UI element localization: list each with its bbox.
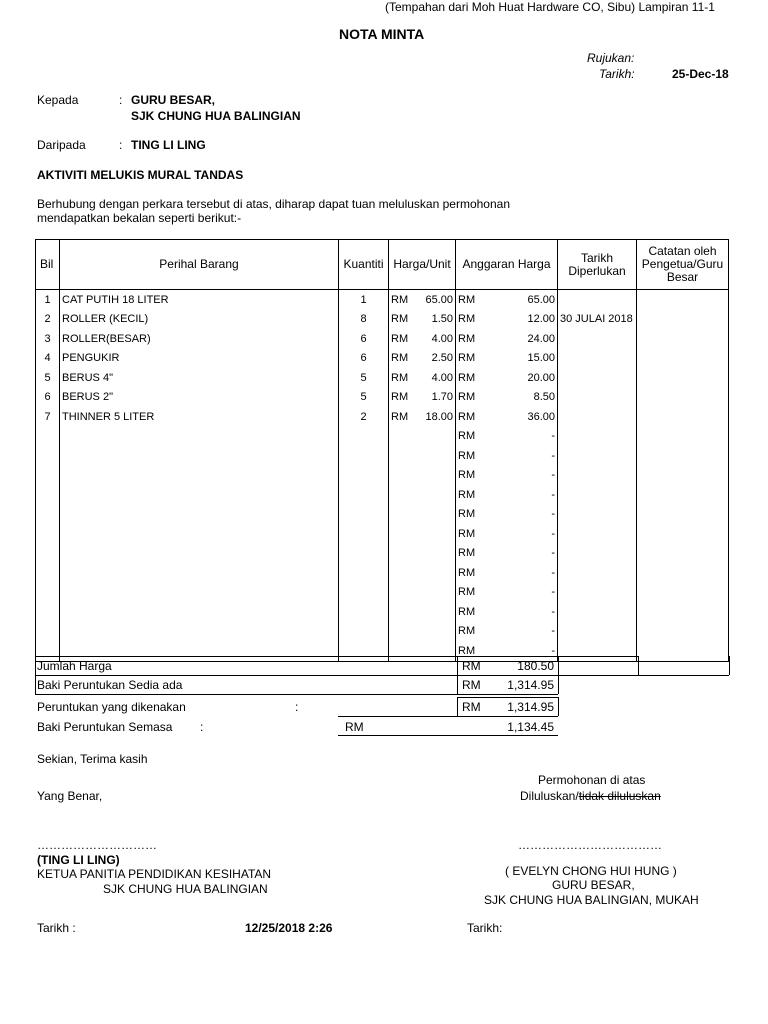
cell-item: BERUS 4" <box>60 368 339 388</box>
cell-catatan <box>637 407 729 427</box>
table-row <box>36 544 729 564</box>
table-row <box>36 583 729 603</box>
cell-catatan <box>637 329 729 349</box>
cell-date-needed <box>558 563 637 583</box>
cell-catatan <box>637 368 729 388</box>
currency-label: RM <box>458 586 476 599</box>
currency-label: RM <box>458 469 476 482</box>
daripada-label: Daripada <box>37 138 86 152</box>
currency-label: RM <box>391 391 409 404</box>
daripada-colon: : <box>119 138 123 152</box>
currency-label: RM <box>458 566 476 579</box>
cell-unit-price <box>389 622 456 642</box>
currency-label: RM <box>391 332 409 345</box>
cell-total <box>456 583 558 603</box>
cell-catatan <box>637 641 729 661</box>
left-signatory-title2: SJK CHUNG HUA BALINGIAN <box>103 882 268 896</box>
table-row <box>36 427 729 447</box>
cell-unit-price <box>389 310 456 330</box>
dash-value: - <box>551 605 555 618</box>
currency-label: RM <box>458 527 476 540</box>
cell-bil: 7 <box>36 407 60 427</box>
cell-date-needed <box>558 329 637 349</box>
baki-sedia-value: 1,314.95 <box>507 678 554 692</box>
cell-total <box>456 310 558 330</box>
rujukan-label: Rujukan: <box>587 51 635 65</box>
cell-unit-price <box>389 388 456 408</box>
items-body <box>36 290 729 662</box>
cell-unit-price <box>389 641 456 661</box>
table-row <box>36 407 729 427</box>
cell-item <box>60 544 339 564</box>
signature-dots-right: ……………………………… <box>518 838 662 852</box>
cell-qty: 2 <box>339 407 389 427</box>
cell-date-needed <box>558 583 637 603</box>
cell-bil <box>36 505 60 525</box>
cell-total <box>456 622 558 642</box>
cell-item <box>60 641 339 661</box>
dash-value: - <box>551 469 555 482</box>
summary-vline-tarikh <box>638 656 639 675</box>
signature-dots-left: ………………………… <box>37 838 157 852</box>
currency-label: RM <box>458 332 476 345</box>
cell-item: ROLLER (KECIL) <box>60 310 339 330</box>
cell-unit-price <box>389 466 456 486</box>
total-value: 12.00 <box>527 313 555 326</box>
cell-unit-price <box>389 290 456 310</box>
cell-bil <box>36 485 60 505</box>
peruntukan-colon: : <box>295 700 299 714</box>
table-row <box>36 388 729 408</box>
cell-catatan <box>637 388 729 408</box>
unit-price-value: 1.70 <box>431 391 453 404</box>
header-harga-unit: Harga/Unit <box>389 240 456 290</box>
cell-catatan <box>637 583 729 603</box>
cell-unit-price <box>389 505 456 525</box>
cell-catatan <box>637 466 729 486</box>
cell-bil: 1 <box>36 290 60 310</box>
cell-bil: 4 <box>36 349 60 369</box>
cell-unit-price <box>389 446 456 466</box>
items-table <box>35 239 729 662</box>
cell-qty: 1 <box>339 290 389 310</box>
right-signatory-title1: GURU BESAR, <box>552 878 635 892</box>
cell-total <box>456 641 558 661</box>
dash-value: - <box>551 644 555 657</box>
baki-semasa-rule <box>338 735 558 736</box>
cell-qty: 6 <box>339 329 389 349</box>
table-row <box>36 329 729 349</box>
cell-item <box>60 505 339 525</box>
tarikh-right-label: Tarikh: <box>467 921 503 935</box>
cell-bil <box>36 466 60 486</box>
unit-price-value: 2.50 <box>431 352 453 365</box>
cell-bil <box>36 622 60 642</box>
total-value: 36.00 <box>527 410 555 423</box>
daripada-value: TING LI LING <box>131 138 206 152</box>
cell-qty <box>339 485 389 505</box>
cell-bil <box>36 583 60 603</box>
cell-item: THINNER 5 LITER <box>60 407 339 427</box>
cell-item: PENGUKIR <box>60 349 339 369</box>
cell-total <box>456 329 558 349</box>
header-bil: Bil <box>36 240 60 290</box>
cell-catatan <box>637 505 729 525</box>
cell-item: BERUS 2" <box>60 388 339 408</box>
cell-bil <box>36 524 60 544</box>
unit-price-value: 1.50 <box>431 313 453 326</box>
peruntukan-value: 1,314.95 <box>507 700 554 714</box>
dash-value: - <box>551 449 555 462</box>
cell-qty <box>339 583 389 603</box>
currency-label: RM <box>458 625 476 638</box>
cell-total <box>456 349 558 369</box>
left-signatory-title1: KETUA PANITIA PENDIDIKAN KESIHATAN <box>37 867 272 881</box>
peruntukan-label: Peruntukan yang dikenakan <box>37 700 186 714</box>
table-row <box>36 310 729 330</box>
cell-qty <box>339 563 389 583</box>
cell-bil <box>36 544 60 564</box>
diluluskan-text: Diluluskan/ <box>520 789 579 803</box>
cell-catatan <box>637 563 729 583</box>
currency-label: RM <box>458 391 476 404</box>
tidak-diluluskan-text: tidak diluluskan <box>578 789 661 803</box>
cell-qty: 6 <box>339 349 389 369</box>
total-value: 15.00 <box>527 352 555 365</box>
cell-total <box>456 290 558 310</box>
approval-status <box>520 789 661 803</box>
dash-value: - <box>551 566 555 579</box>
header-kuantiti: Kuantiti <box>339 240 389 290</box>
table-row <box>36 641 729 661</box>
dash-value: - <box>551 430 555 443</box>
kepada-colon: : <box>119 93 123 107</box>
cell-catatan <box>637 544 729 564</box>
cell-qty <box>339 602 389 622</box>
cell-bil: 3 <box>36 329 60 349</box>
baki-semasa-colon: : <box>200 720 204 734</box>
cell-bil <box>36 641 60 661</box>
currency-label: RM <box>458 449 476 462</box>
cell-catatan <box>637 524 729 544</box>
currency-label: RM <box>391 293 409 306</box>
jumlah-value: 180.50 <box>517 659 554 673</box>
header-anggaran: Anggaran Harga <box>456 240 558 290</box>
cell-item <box>60 622 339 642</box>
currency-label: RM <box>458 508 476 521</box>
cell-date-needed <box>558 407 637 427</box>
cell-unit-price <box>389 583 456 603</box>
cell-bil: 6 <box>36 388 60 408</box>
dash-value: - <box>551 527 555 540</box>
cell-bil <box>36 563 60 583</box>
cell-item: ROLLER(BESAR) <box>60 329 339 349</box>
dash-value: - <box>551 488 555 501</box>
table-row <box>36 466 729 486</box>
cell-total <box>456 466 558 486</box>
unit-price-value: 65.00 <box>425 293 453 306</box>
cell-date-needed <box>558 544 637 564</box>
currency-label: RM <box>458 547 476 560</box>
cell-item: CAT PUTIH 18 LITER <box>60 290 339 310</box>
cell-total <box>456 446 558 466</box>
peruntukan-rule <box>338 716 558 717</box>
header-catatan: Catatan oleh Pengetua/Guru Besar <box>637 240 729 290</box>
currency-label: RM <box>458 488 476 501</box>
jumlah-label: Jumlah Harga <box>37 659 112 673</box>
cell-date-needed <box>558 622 637 642</box>
currency-label: RM <box>391 313 409 326</box>
cell-date-needed <box>558 505 637 525</box>
currency-label: RM <box>458 293 476 306</box>
cell-qty <box>339 505 389 525</box>
cell-total <box>456 368 558 388</box>
peruntukan-currency: RM <box>462 700 481 714</box>
cell-unit-price <box>389 329 456 349</box>
cell-date-needed <box>558 446 637 466</box>
table-row <box>36 622 729 642</box>
permohonan-text: Permohonan di atas <box>538 773 646 787</box>
cell-bil: 2 <box>36 310 60 330</box>
cell-total <box>456 544 558 564</box>
tarikh-left-label: Tarikh : <box>37 921 76 935</box>
cell-total <box>456 524 558 544</box>
cell-total <box>456 563 558 583</box>
currency-label: RM <box>458 313 476 326</box>
currency-label: RM <box>458 410 476 423</box>
cell-date-needed <box>558 524 637 544</box>
left-signatory-name: (TING LI LING) <box>37 853 120 867</box>
baki-sedia-label: Baki Peruntukan Sedia ada <box>37 678 183 692</box>
cell-unit-price <box>389 544 456 564</box>
kepada-line2: SJK CHUNG HUA BALINGIAN <box>131 109 301 123</box>
cell-unit-price <box>389 349 456 369</box>
unit-price-value: 4.00 <box>431 332 453 345</box>
table-row <box>36 446 729 466</box>
cell-unit-price <box>389 602 456 622</box>
cell-date-needed <box>558 290 637 310</box>
total-value: 8.50 <box>533 391 555 404</box>
cell-bil <box>36 602 60 622</box>
cell-total <box>456 427 558 447</box>
baki-sedia-currency: RM <box>462 678 481 692</box>
total-value: 24.00 <box>527 332 555 345</box>
yang-benar-text: Yang Benar, <box>37 789 103 803</box>
dash-value: - <box>551 547 555 560</box>
peruntukan-box-top <box>457 697 558 698</box>
subject: AKTIVITI MELUKIS MURAL TANDAS <box>37 168 244 182</box>
cell-catatan <box>637 310 729 330</box>
cell-unit-price <box>389 407 456 427</box>
right-signatory-name: ( EVELYN CHONG HUI HUNG ) <box>505 864 677 878</box>
cell-date-needed <box>558 349 637 369</box>
right-signatory-title2: SJK CHUNG HUA BALINGIAN, MUKAH <box>484 893 699 907</box>
table-header-row <box>36 240 729 290</box>
cell-item <box>60 602 339 622</box>
cell-date-needed <box>558 485 637 505</box>
cell-total <box>456 485 558 505</box>
cell-qty: 5 <box>339 388 389 408</box>
sekian-text: Sekian, Terima kasih <box>37 752 148 766</box>
cell-date-needed <box>558 602 637 622</box>
cell-qty: 8 <box>339 310 389 330</box>
summary-rule-3 <box>35 694 558 695</box>
cell-total <box>456 388 558 408</box>
summary-vline-left <box>35 656 36 694</box>
summary-rule-top <box>35 656 639 657</box>
summary-rule-2 <box>35 675 639 676</box>
currency-label: RM <box>458 605 476 618</box>
cell-catatan <box>637 290 729 310</box>
cell-catatan <box>637 427 729 447</box>
cell-total <box>456 602 558 622</box>
unit-price-value: 4.00 <box>431 371 453 384</box>
tarikh-value: 25-Dec-18 <box>672 67 729 81</box>
cell-unit-price <box>389 524 456 544</box>
cell-unit-price <box>389 485 456 505</box>
cell-item <box>60 563 339 583</box>
cell-qty <box>339 622 389 642</box>
dash-value: - <box>551 586 555 599</box>
summary-rule-catatan <box>638 675 729 676</box>
cell-qty <box>339 524 389 544</box>
currency-label: RM <box>391 410 409 423</box>
total-value: 20.00 <box>527 371 555 384</box>
table-row <box>36 290 729 310</box>
total-value: 65.00 <box>527 293 555 306</box>
cell-qty <box>339 544 389 564</box>
currency-label: RM <box>458 352 476 365</box>
cell-date-needed <box>558 368 637 388</box>
baki-semasa-label: Baki Peruntukan Semasa <box>37 720 173 734</box>
cell-item <box>60 466 339 486</box>
cell-date-needed <box>558 427 637 447</box>
document-title: NOTA MINTA <box>339 26 425 42</box>
header-tarikh: Tarikh Diperlukan <box>558 240 637 290</box>
cell-unit-price <box>389 563 456 583</box>
cell-bil <box>36 427 60 447</box>
unit-price-value: 18.00 <box>425 410 453 423</box>
cell-qty <box>339 427 389 447</box>
cell-catatan <box>637 349 729 369</box>
currency-label: RM <box>391 352 409 365</box>
table-row <box>36 563 729 583</box>
peruntukan-vline-left <box>457 697 458 716</box>
cell-total <box>456 407 558 427</box>
cell-date-needed: 30 JULAI 2018 <box>558 310 637 330</box>
table-row <box>36 524 729 544</box>
cell-item <box>60 485 339 505</box>
currency-label: RM <box>458 430 476 443</box>
cell-catatan <box>637 622 729 642</box>
cell-date-needed <box>558 466 637 486</box>
dash-value: - <box>551 508 555 521</box>
cell-bil <box>36 446 60 466</box>
kepada-line1: GURU BESAR, <box>131 93 216 107</box>
intro-line1: Berhubung dengan perkara tersebut di atas, diharap dapat tuan meluluskan permohonan <box>37 197 510 211</box>
cell-date-needed <box>558 388 637 408</box>
tarikh-label: Tarikh: <box>599 67 635 81</box>
jumlah-currency: RM <box>462 659 481 673</box>
table-row <box>36 602 729 622</box>
cell-qty <box>339 466 389 486</box>
cell-catatan <box>637 485 729 505</box>
cell-bil: 5 <box>36 368 60 388</box>
reference-note: (Tempahan dari Moh Huat Hardware CO, Sibu) Lampiran 11-1 <box>385 0 715 14</box>
table-row <box>36 368 729 388</box>
cell-unit-price <box>389 427 456 447</box>
intro-line2: mendapatkan bekalan seperti berikut:- <box>37 211 242 225</box>
tarikh-left-value: 12/25/2018 2:26 <box>245 921 333 935</box>
currency-label: RM <box>458 644 476 657</box>
cell-qty <box>339 641 389 661</box>
cell-catatan <box>637 602 729 622</box>
table-row <box>36 485 729 505</box>
currency-label: RM <box>458 371 476 384</box>
table-row <box>36 505 729 525</box>
kepada-label: Kepada <box>37 93 79 107</box>
peruntukan-vline-right <box>558 697 559 716</box>
cell-item <box>60 583 339 603</box>
cell-item <box>60 446 339 466</box>
table-row <box>36 349 729 369</box>
summary-vline-mid <box>457 656 458 694</box>
currency-label: RM <box>391 371 409 384</box>
baki-semasa-currency: RM <box>345 720 364 734</box>
header-perihal: Perihal Barang <box>60 240 339 290</box>
summary-vline-end <box>729 656 730 675</box>
cell-item <box>60 427 339 447</box>
cell-qty: 5 <box>339 368 389 388</box>
baki-semasa-value: 1,134.45 <box>507 720 554 734</box>
cell-catatan <box>637 446 729 466</box>
summary-vline-right <box>558 656 559 694</box>
cell-qty <box>339 446 389 466</box>
cell-unit-price <box>389 368 456 388</box>
cell-item <box>60 524 339 544</box>
cell-total <box>456 505 558 525</box>
dash-value: - <box>551 625 555 638</box>
cell-date-needed <box>558 641 637 661</box>
